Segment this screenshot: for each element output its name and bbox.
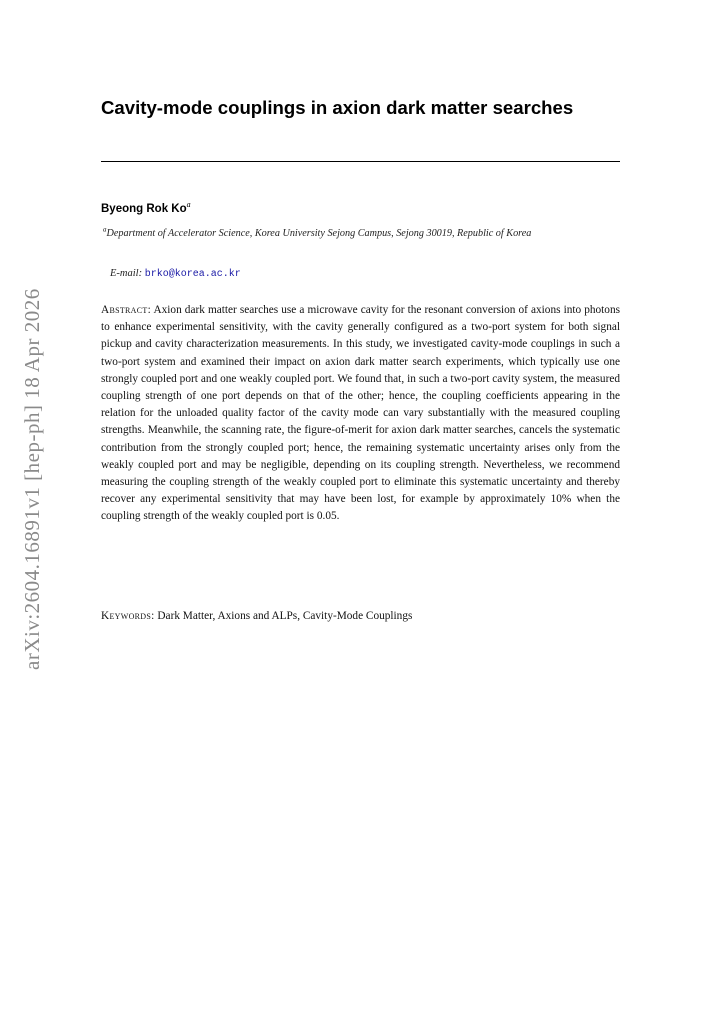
abstract-heading: Abstract:: [101, 304, 152, 316]
author-line: [101, 200, 191, 215]
email-link[interactable]: brko@korea.ac.kr: [144, 269, 241, 280]
arxiv-identifier: arXiv:2604.16891v1 [hep-ph] 18 Apr 2026: [20, 288, 44, 670]
email-line: [110, 268, 241, 280]
keywords: [101, 610, 620, 622]
email-label: E-mail:: [110, 268, 143, 279]
affiliation-text: Department of Accelerator Science, Korea University Sejong Campus, Sejong 30019, Republic of Korea: [106, 228, 532, 239]
affiliation-mark: a: [103, 225, 107, 234]
author-affil-mark: a: [186, 200, 191, 210]
title-rule: [101, 161, 620, 162]
keywords-text: Dark Matter, Axions and ALPs, Cavity-Mode Couplings: [157, 610, 413, 622]
abstract-text: Axion dark matter searches use a microwave cavity for the resonant conversion of axions into photons to enhance experimental sensitivity, with the cavity generally configured as a two-port system for both signal pickup and cavity characterization measurements. In this study, we investigated cavity-mode couplings in such a two-port system and examined their impact on axion dark matter search experiments, which typically use one strongly coupled port and one weakly coupled port. We found that, in such a two-port cavity system, the measured coupling strength of one port depends on that of the other; hence, the coupling coefficients appearing in the relation for the unloaded quality factor of the cavity mode can vary substantially with the measured coupling strengths. Meanwhile, the scanning rate, the figure-of-merit for axion dark matter searches, cancels the systematic contribution from the strongly coupled port; hence, the remaining systematic uncertainty arises only from the weakly coupled port and may be negligible, depending on its coupling strength. Nevertheless, we recommend measuring the coupling strength of the weakly coupled port to eliminate this systematic uncertainty and thereby recover any experimental sensitivity that may have been lost, for example by approximately 10% when the coupling strength of the weakly coupled port is 0.05.: [101, 304, 620, 523]
abstract: [101, 302, 620, 526]
author-name: Byeong Rok Ko: [101, 203, 187, 215]
paper-title: Cavity-mode couplings in axion dark matter searches: [101, 97, 574, 118]
keywords-heading: Keywords:: [101, 610, 155, 622]
affiliation: [103, 226, 623, 242]
